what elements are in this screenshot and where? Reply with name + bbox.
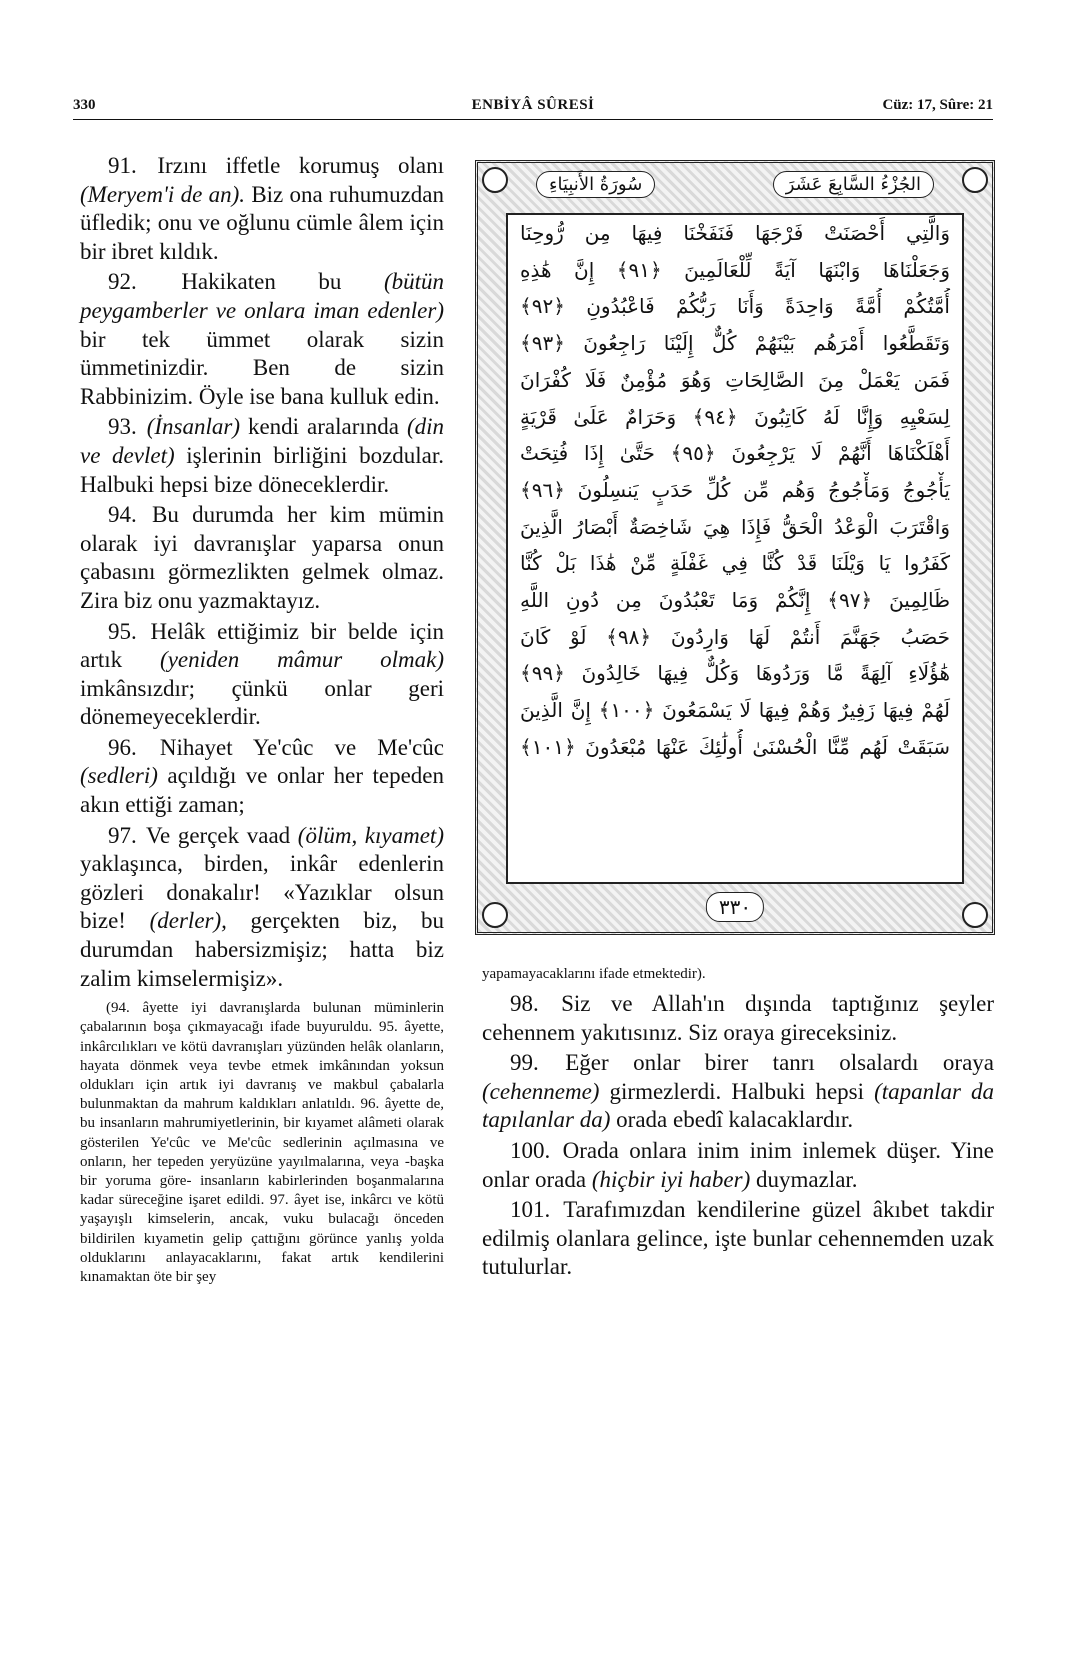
verse-text: kendi aralarında: [247, 414, 399, 440]
verse-text: işlerinin birliğini bozdular. Halbuki hepsi bize döneceklerdir.: [80, 442, 445, 497]
arabic-line: أُمَّتُكُمْ أُمَّةً وَاحِدَةً وَأَنَا رَبُّكُمْ فَاعْبُدُونِ ﴿٩٢﴾: [520, 294, 950, 319]
verse-text: bir tek ümmet olarak sizin ümmetinizdir. Ben de sizin Rabbinizim. Öyle ise bana kulluk edin.: [80, 326, 444, 409]
arabic-line: وَالَّتِي أَحْصَنَتْ فَرْجَهَا فَنَفَخْنَا فِيهَا مِن رُّوحِنَا: [520, 221, 950, 245]
verse-italic: (din ve devlet): [80, 414, 444, 468]
verse-number: 101.: [510, 1197, 551, 1223]
verse-text: yaklaşınca, birden, inkâr edenlerin gözleri donakalır! «Yazıklar olsun bize!: [80, 851, 444, 934]
verse-text: imkânsızdır; çünkü onlar geri dönemeyeceklerdir.: [80, 675, 444, 730]
verse-text: Bu durumda her kim mümin olarak iyi davranışlar yaparsa onun çabasını görmezlikten gelmek olmaz. Zira biz onu yazmaktayız.: [80, 502, 444, 613]
arabic-line: هَٰؤُلَاءِ آلِهَةً مَّا وَرَدُوهَا وَكُلٌّ فِيهَا خَالِدُونَ ﴿٩٩﴾: [520, 661, 950, 686]
verse-91: [80, 152, 444, 266]
mushaf-page-frame: [475, 160, 995, 935]
footnote-continuation: yapamayacaklarını ifade etmektedir).: [482, 966, 706, 982]
verse-number: 93.: [108, 414, 137, 440]
verse-text: Nihayet Ye'cûc ve Me'cûc: [159, 734, 444, 760]
arabic-line: وَاقْتَرَبَ الْوَعْدُ الْحَقُّ فَإِذَا هِيَ شَاخِصَةٌ أَبْصَارُ الَّذِينَ: [520, 514, 950, 539]
arabic-line: لَهُمْ فِيهَا زَفِيرٌ وَهُمْ فِيهَا لَا يَسْمَعُونَ ﴿١٠٠﴾ إِنَّ الَّذِينَ: [520, 698, 951, 723]
verse-number: 91.: [108, 153, 137, 178]
ornament-icon: [482, 902, 508, 928]
verse-italic: (yeniden mâmur olmak): [160, 647, 444, 673]
verse-number: 95.: [108, 618, 137, 644]
verse-text: Hakikaten bu: [181, 269, 342, 295]
verse-italic: (Meryem'i de an).: [80, 181, 246, 207]
verse-94: [80, 501, 444, 615]
ornament-icon: [962, 167, 988, 193]
verse-text: duymazlar.: [756, 1166, 858, 1192]
arabic-line: حَصَبُ جَهَنَّمَ أَنتُمْ لَهَا وَارِدُونَ ﴿٩٨﴾ لَوْ كَانَ: [520, 624, 951, 649]
verse-number: 92.: [108, 269, 137, 295]
verse-99: [482, 1049, 994, 1135]
mushaf-juz-label: الجُزْءُ السَّابِعَ عَشَرَ: [773, 171, 934, 198]
arabic-line: ظَالِمِينَ ﴿٩٧﴾ إِنَّكُمْ وَمَا تَعْبُدُونَ مِن دُونِ اللَّهِ: [520, 588, 950, 613]
verse-text: açıldığı ve onlar her tepeden akın ettiği zaman;: [80, 763, 445, 818]
arabic-text-block: [506, 213, 964, 884]
verse-98: [482, 990, 994, 1047]
verse-97: [80, 822, 444, 994]
arabic-line: فَمَن يَعْمَلْ مِنَ الصَّالِحَاتِ وَهُوَ مُؤْمِنٌ فَلَا كُفْرَانَ: [520, 367, 950, 392]
verse-text: Ve gerçek vaad: [145, 822, 291, 848]
left-translation-column: [80, 152, 444, 1302]
verse-number: 96.: [108, 734, 137, 760]
verse-text: Tarafımızdan kendilerine güzel âkıbet takdir edilmiş olanlara gelince, işte bunlar cehennemden uzak tutulurlar.: [482, 1197, 995, 1280]
verse-number: 100.: [510, 1137, 551, 1163]
verse-italic: (hiçbir iyi haber): [591, 1166, 751, 1192]
page-number: 330: [73, 97, 96, 113]
verse-101: [482, 1196, 994, 1282]
verse-text: Siz ve Allah'ın dışında taptığınız şeyler cehennem yakıtısınız. Siz oraya gireceksiniz.: [482, 991, 994, 1045]
arabic-line: يَأْجُوجُ وَمَأْجُوجُ وَهُم مِّن كُلِّ حَدَبٍ يَنسِلُونَ ﴿٩٦﴾: [520, 477, 950, 502]
verse-italic: (tapanlar da tapılanlar da): [482, 1078, 995, 1133]
verse-100: [482, 1137, 994, 1194]
verse-text: girmezlerdi. Halbuki hepsi: [609, 1078, 865, 1104]
arabic-line: كَفَرُوا يَا وَيْلَنَا قَدْ كُنَّا فِي غَفْلَةٍ مِّنْ هَٰذَا بَلْ كُنَّا: [520, 551, 950, 576]
verse-number: 94.: [108, 502, 137, 528]
verse-italic: (derler),: [149, 908, 227, 934]
verse-italic: (İnsanlar): [146, 414, 240, 440]
verse-number: 99.: [510, 1050, 539, 1076]
verse-italic: (cehenneme): [482, 1078, 600, 1104]
ornament-icon: [482, 167, 508, 193]
verse-93: [80, 413, 444, 499]
verse-text: Eğer onlar birer tanrı olsalardı oraya: [565, 1050, 995, 1076]
verse-95: [80, 618, 444, 732]
arabic-line: سَبَقَتْ لَهُم مِّنَّا الْحُسْنَىٰ أُولَٰئِكَ عَنْهَا مُبْعَدُونَ ﴿١٠١﴾: [520, 734, 950, 759]
right-translation-column: [482, 965, 994, 1284]
arabic-line: لِسَعْيِهِ وَإِنَّا لَهُ كَاتِبُونَ ﴿٩٤﴾ وَحَرَامٌ عَلَىٰ قَرْيَةٍ: [520, 404, 950, 429]
verse-96: [80, 734, 444, 820]
mushaf-page-number: ٣٣٠: [706, 892, 764, 922]
sura-title: ENBİYÂ SÛRESİ: [471, 97, 595, 113]
ornament-icon: [962, 902, 988, 928]
verse-italic: (ölüm, kıyamet): [297, 822, 444, 848]
footnote: (94. âyette iyi davranışlarda bulunan müminlerin çabalarının boşa çıkmayacağı ifade buyuruldu. 95. âyette, inkârcılıkları ve kötü davranışları yüzünden helâk olanların, hayata dönmek veya tevbe etmek imkânından yoksun oldukları için artık iyi davranış ve makbul çabalarla bulunmaktan da mahrum kaldıkları anlatıldı. 96. âyette de, bu insanların mahrumiyetlerinin, bir kıyamet alâmeti olarak gösterilen Ye'cûc ve Me'cûc sedlerinin açılmasına ve onların, her tepeden yeryüzüne yayılmalarına, veya -başka bir yoruma göre- insanların kabirlerinden boşanmalarına kadar süreceğine işaret edildi. 97. âyet ise, inkârcı ve kötü yaşayışlı kimselerin, ancak, vuku bulacağı önceden bildirilen kıyametin gelip çattığını görünce yanlış yolda olduklarını anlayacaklarını, fakat artık kendilerini kınamaktan öte bir şey: [80, 1000, 444, 1286]
verse-text: Orada onlara inim inim inlemek düşer. Yine onlar orada: [482, 1137, 995, 1192]
verse-text: Helâk ettiğimiz bir belde için artık: [80, 618, 444, 673]
verse-number: 97.: [108, 822, 137, 848]
verse-text: Biz ona ruhumuzdan üfledik; onu ve oğlunu cümle âlem için bir ibret kıldık.: [80, 181, 445, 264]
arabic-line: وَجَعَلْنَاهَا وَابْنَهَا آيَةً لِّلْعَالَمِينَ ﴿٩١﴾ إِنَّ هَٰذِهِ: [520, 257, 950, 282]
verse-text: gerçekten biz, bu durumdan habersizmişiz; hatta biz zalim kimselermişiz».: [80, 908, 445, 991]
verse-text: Irzını iffetle korumuş olanı: [157, 153, 445, 178]
arabic-line: أَهْلَكْنَاهَا أَنَّهُمْ لَا يَرْجِعُونَ ﴿٩٥﴾ حَتَّىٰ إِذَا فُتِحَتْ: [520, 441, 950, 466]
verse-text: orada ebedî kalacaklardır.: [616, 1107, 854, 1133]
verse-italic: (bütün peygamberler ve onlara iman edenler): [80, 269, 445, 323]
verse-92: [80, 268, 444, 411]
juz-sura-label: Cüz: 17, Sûre: 21: [882, 97, 993, 113]
page-header: [73, 97, 993, 120]
verse-number: 98.: [510, 991, 539, 1016]
arabic-line: وَتَقَطَّعُوا أَمْرَهُم بَيْنَهُمْ كُلٌّ إِلَيْنَا رَاجِعُونَ ﴿٩٣﴾: [520, 331, 950, 356]
verse-italic: (sedleri): [80, 763, 158, 789]
mushaf-sura-label: سُورَةُ الأَنبِيَاءِ: [536, 171, 655, 198]
